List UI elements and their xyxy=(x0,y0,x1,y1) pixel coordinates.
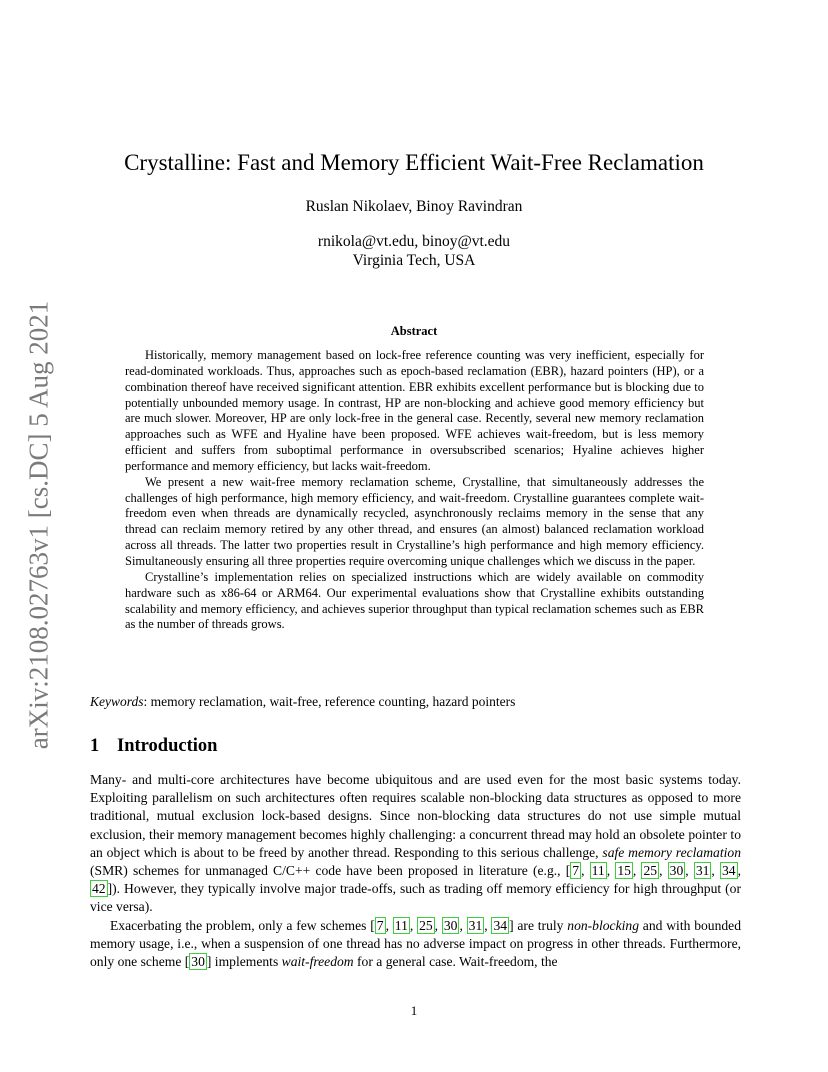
intro-p1-text-b: (SMR) schemes for unmanaged C/C++ code have been proposed in literature (e.g., [ xyxy=(90,863,571,879)
abstract-body xyxy=(125,348,704,633)
arxiv-identifier: arXiv:2108.02763v1 [cs.DC] 5 Aug 2021 xyxy=(23,300,54,750)
abstract-paragraph-3: Crystalline’s implementation relies on specialized instructions which are widely available on commodity hardware such as x86-64 or ARM64. Our experimental evaluations show that Crystalline exhibits outstanding scalability and memory efficiency, and achieves superior throughput than typical reclamation schemes such as EBR as the number of threads grows. xyxy=(125,569,704,632)
citation-link[interactable]: 34 xyxy=(493,917,508,933)
author-emails: rnikola@vt.edu, binoy@vt.edu xyxy=(317,233,511,250)
intro-paragraph-1 xyxy=(90,771,741,917)
citation-link[interactable]: 11 xyxy=(591,863,605,879)
introduction-body xyxy=(90,771,741,971)
intro-p1-citations: 7 , 11 , 15 , 25 , 30 , 31 , 34 , 42 xyxy=(92,863,741,897)
abstract-paragraph-2: We present a new wait-free memory reclamation scheme, Crystalline, that simultaneously addresses the challenges of high performance, high memory efficiency, and wait-freedom. Crystalline guarantees complete wait-freedom even when threads are dynamically recycled, asynchronously reclaims memory in the sense that any thread can reclaim memory retired by any other thread, and ensures (an almost) balanced reclamation workload across all threads. The latter two properties result in Crystalline’s high performance and high memory efficiency. Simultaneously ensuring all three properties require overcoming unique challenges which we discuss in the paper. xyxy=(125,474,704,568)
intro-p1-emphasis: safe memory reclamation xyxy=(602,844,741,860)
citation-link[interactable]: 7 xyxy=(376,917,384,933)
intro-p2-text-b: ] are truly xyxy=(509,917,568,933)
intro-p1-text-a: Many- and multi-core architectures have become ubiquitous and are used even for the most basic systems today. Exploiting parallelism on such architectures often requires scalable non-blocking data structures as opposed to more traditional, mutual exclusion lock-based designs. Since non-blocking data structures do not use simple mutual exclusion, their memory management becomes highly challenging: a concurrent thread may hold an obsolete pointer to an object which is about to be freed by another thread. Responding to this serious challenge, xyxy=(90,772,741,860)
section-heading xyxy=(90,736,217,757)
section-number: 1 xyxy=(90,736,100,756)
citation-link[interactable]: 11 xyxy=(394,917,408,933)
abstract-heading: Abstract xyxy=(390,324,438,338)
section-title: Introduction xyxy=(117,736,218,756)
citation-link[interactable]: 25 xyxy=(419,917,433,933)
citation-link[interactable]: 31 xyxy=(695,863,710,879)
keywords-list: : memory reclamation, wait-free, reference counting, hazard pointers xyxy=(143,694,516,709)
intro-p2-emphasis-1: non-blocking xyxy=(567,917,639,933)
intro-p2-citations: 7 , 11 , 25 , 30 , 31 , 34 xyxy=(376,917,508,933)
citation-link[interactable]: 30 xyxy=(443,917,458,933)
arxiv-sidebar-stamp xyxy=(22,290,56,760)
citation-link[interactable]: 31 xyxy=(468,917,483,933)
paper-authors: Ruslan Nikolaev, Binoy Ravindran xyxy=(305,198,523,215)
page-number: 1 xyxy=(410,1003,418,1018)
citation-link[interactable]: 42 xyxy=(92,881,106,897)
citation-link[interactable]: 30 xyxy=(191,954,205,970)
intro-p1-text-c: ]). However, they typically involve major trade-offs, such as trading off memory efficiency for high throughput (or vice versa). xyxy=(90,881,741,915)
citation-link[interactable]: 34 xyxy=(722,863,736,879)
author-contact xyxy=(90,232,738,270)
intro-paragraph-2 xyxy=(90,917,741,972)
paper-title: Crystalline: Fast and Memory Efficient Wait-Free Reclamation xyxy=(124,150,704,175)
abstract-paragraph-1: Historically, memory management based on lock-free reference counting was very inefficient, especially for read-dominated workloads. Thus, approaches such as epoch-based reclamation (EBR), hazard pointers (HP), or a combination thereof have received significant attention. EBR exhibits excellent performance but is blocking due to potentially unbounded memory usage. In contrast, HP are non-blocking and achieve good memory efficiency but are much slower. Moreover, HP are only lock-free in the general case. Recently, several new memory reclamation approaches such as WFE and Hyaline have been proposed. WFE achieves wait-freedom, but is less memory efficient and suffers from suboptimal performance in oversubscribed scenarios; Hyaline achieves higher performance and memory efficiency, but lacks wait-freedom. xyxy=(125,348,704,473)
keywords-line xyxy=(90,694,515,710)
citation-link[interactable]: 15 xyxy=(617,863,631,879)
intro-p2-text-d: ] implements xyxy=(206,954,282,970)
intro-p2-text-a: Exacerbating the problem, only a few schemes [ xyxy=(110,917,375,933)
intro-p2-emphasis-2: wait-freedom xyxy=(281,954,354,970)
citation-link[interactable]: 30 xyxy=(669,863,684,879)
citation-link[interactable]: 7 xyxy=(572,863,580,879)
citation-link[interactable]: 25 xyxy=(643,863,658,879)
author-affiliation: Virginia Tech, USA xyxy=(352,252,476,269)
intro-p2-text-e: for a general case. Wait-freedom, the xyxy=(353,954,558,970)
intro-p2-text-c: and with bounded memory usage, i.e., when a suspension of one thread has no adverse impact on progress in other threads. Furthermore, only one scheme [ xyxy=(90,917,742,970)
keywords-label: Keywords xyxy=(90,694,144,709)
